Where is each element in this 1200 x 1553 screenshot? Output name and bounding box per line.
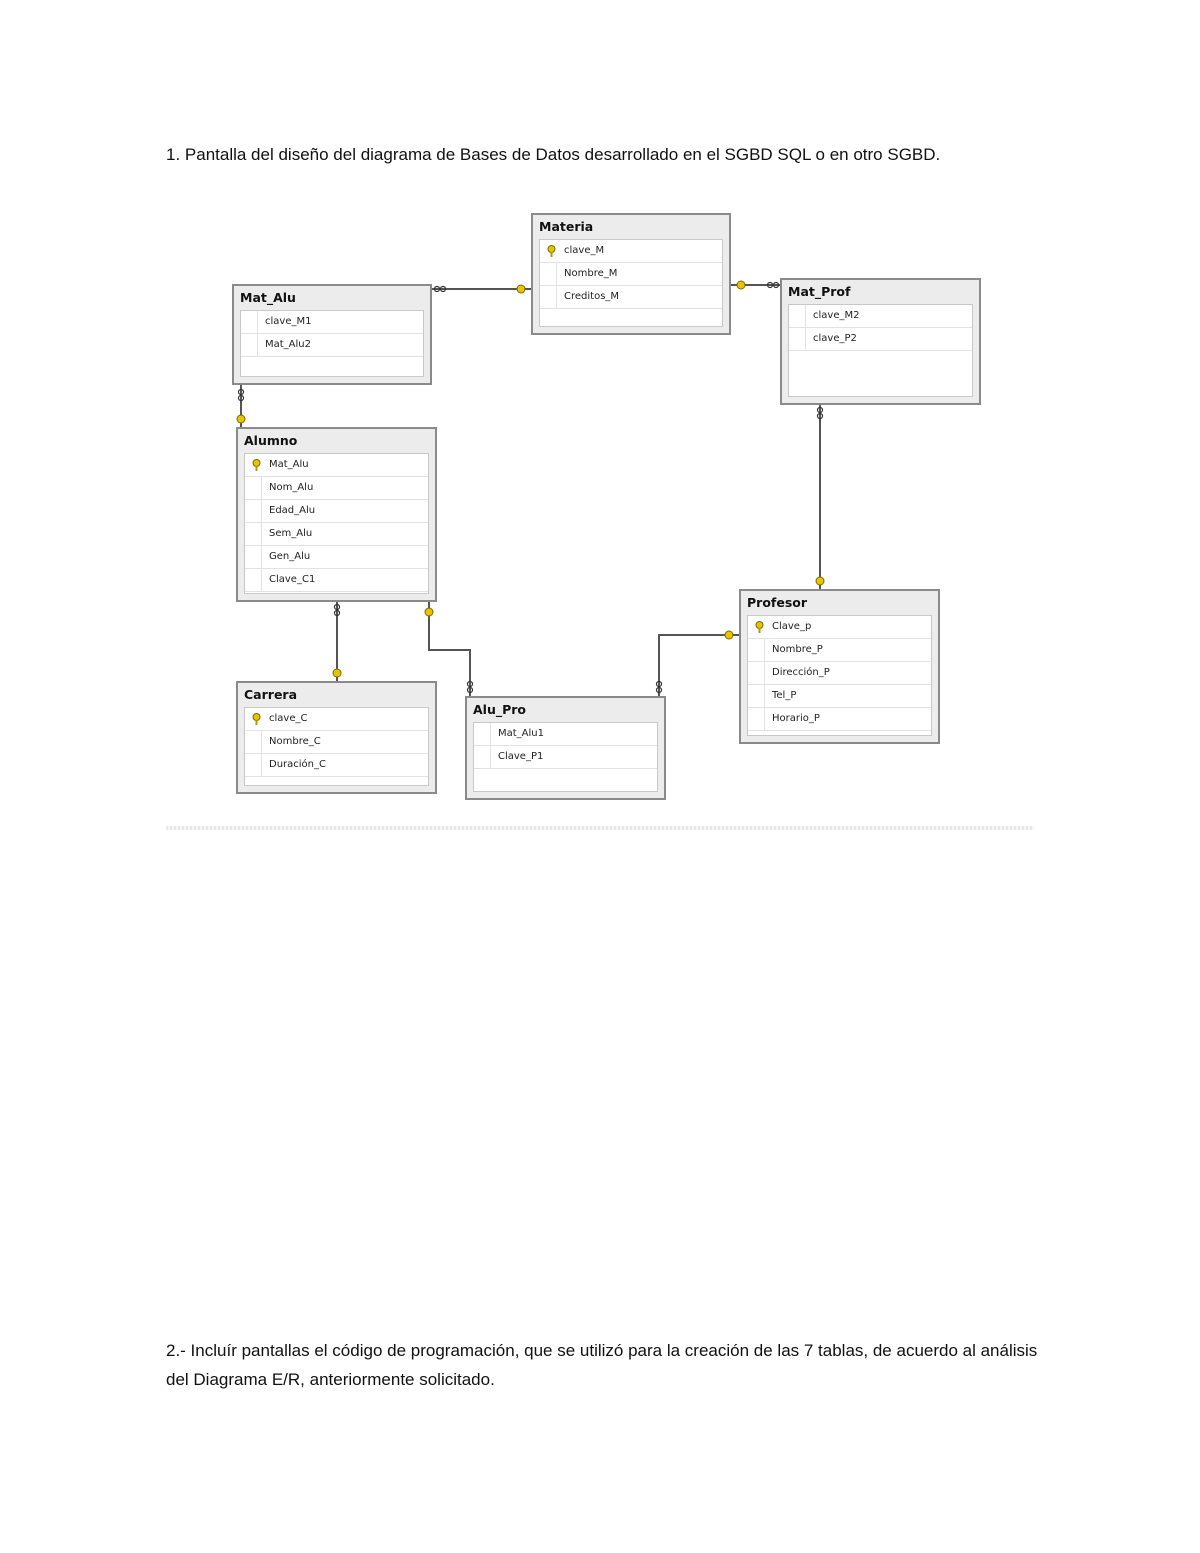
table-row[interactable] [540, 286, 722, 309]
field-name: Duración_C [269, 759, 326, 770]
field-name: Nombre_M [564, 268, 618, 279]
table-row[interactable] [789, 305, 972, 328]
field-name: clave_C [269, 713, 308, 724]
table-row[interactable] [245, 454, 428, 477]
question-2: 2.- Incluír pantallas el código de programación, que se utilizó para la creación de las 7 tablas, de acuerdo al análisis del Diagrama E/R, anteriormente solicitado. [166, 1341, 1038, 1389]
table-row[interactable] [748, 639, 931, 662]
field-name: clave_M [564, 245, 605, 256]
table-title: Materia [539, 219, 594, 234]
infinity-icon [435, 287, 440, 292]
field-name: Dirección_P [772, 667, 830, 678]
field-name: Clave_P1 [498, 751, 544, 762]
field-name: Nombre_C [269, 736, 321, 747]
field-name: Sem_Alu [269, 528, 313, 539]
key-icon [333, 669, 341, 677]
table-row[interactable] [245, 754, 428, 777]
key-icon [725, 631, 733, 639]
infinity-icon [468, 682, 473, 687]
field-name: Gen_Alu [269, 551, 311, 562]
field-name: Mat_Alu [269, 459, 309, 470]
field-name: clave_M2 [813, 310, 860, 321]
table-row[interactable] [241, 311, 423, 334]
divider [166, 826, 1034, 830]
table-materia[interactable] [531, 213, 731, 335]
field-name: Clave_C1 [269, 574, 316, 585]
field-name: clave_M1 [265, 316, 312, 327]
table-title: Mat_Prof [788, 284, 851, 299]
field-name: Clave_p [772, 621, 812, 632]
field-name: clave_P2 [813, 333, 857, 344]
field-name: Nom_Alu [269, 482, 314, 493]
table-row[interactable] [245, 546, 428, 569]
table-title: Carrera [244, 687, 298, 702]
key-icon [816, 577, 824, 585]
table-row[interactable] [748, 662, 931, 685]
key-icon [737, 281, 745, 289]
question-1: 1. Pantalla del diseño del diagrama de Bases de Datos desarrollado en el SGBD SQL o en otro SGBD. [166, 145, 941, 164]
key-icon [425, 608, 433, 616]
infinity-icon [818, 408, 823, 413]
field-name: Creditos_M [564, 291, 620, 302]
infinity-icon [768, 283, 773, 288]
key-icon [517, 285, 525, 293]
key-icon [251, 713, 262, 725]
table-row[interactable] [748, 685, 931, 708]
table-row[interactable] [245, 569, 428, 592]
field-name: Horario_P [772, 713, 820, 724]
table-row[interactable] [245, 523, 428, 546]
table-row[interactable] [748, 708, 931, 731]
table-title: Alumno [244, 433, 298, 448]
table-carrera[interactable] [236, 681, 437, 794]
infinity-icon [239, 390, 244, 395]
table-alu-pro[interactable] [465, 696, 666, 800]
table-row[interactable] [241, 334, 423, 357]
table-row[interactable] [540, 240, 722, 263]
field-name: Nombre_P [772, 644, 823, 655]
rel-profesor-alupro [659, 635, 739, 696]
table-title: Mat_Alu [240, 290, 296, 305]
table-mat-prof[interactable] [780, 278, 981, 405]
table-row[interactable] [748, 616, 931, 639]
table-row[interactable] [245, 708, 428, 731]
table-row[interactable] [540, 263, 722, 286]
table-profesor[interactable] [739, 589, 940, 744]
field-name: Mat_Alu2 [265, 339, 311, 350]
table-title: Alu_Pro [473, 702, 527, 717]
field-name: Tel_P [772, 690, 797, 701]
key-icon [754, 621, 765, 633]
field-name: Edad_Alu [269, 505, 316, 516]
table-alumno[interactable] [236, 427, 437, 602]
field-name: Mat_Alu1 [498, 728, 544, 739]
key-icon [237, 415, 245, 423]
table-mat-alu[interactable] [232, 284, 432, 385]
key-icon [251, 459, 262, 471]
table-row[interactable] [474, 746, 657, 769]
table-row[interactable] [789, 328, 972, 351]
infinity-icon [657, 682, 662, 687]
key-icon [546, 245, 557, 257]
table-row[interactable] [245, 731, 428, 754]
table-title: Profesor [747, 595, 808, 610]
infinity-icon [335, 605, 340, 610]
table-row[interactable] [245, 500, 428, 523]
table-row[interactable] [245, 477, 428, 500]
table-row[interactable] [474, 723, 657, 746]
